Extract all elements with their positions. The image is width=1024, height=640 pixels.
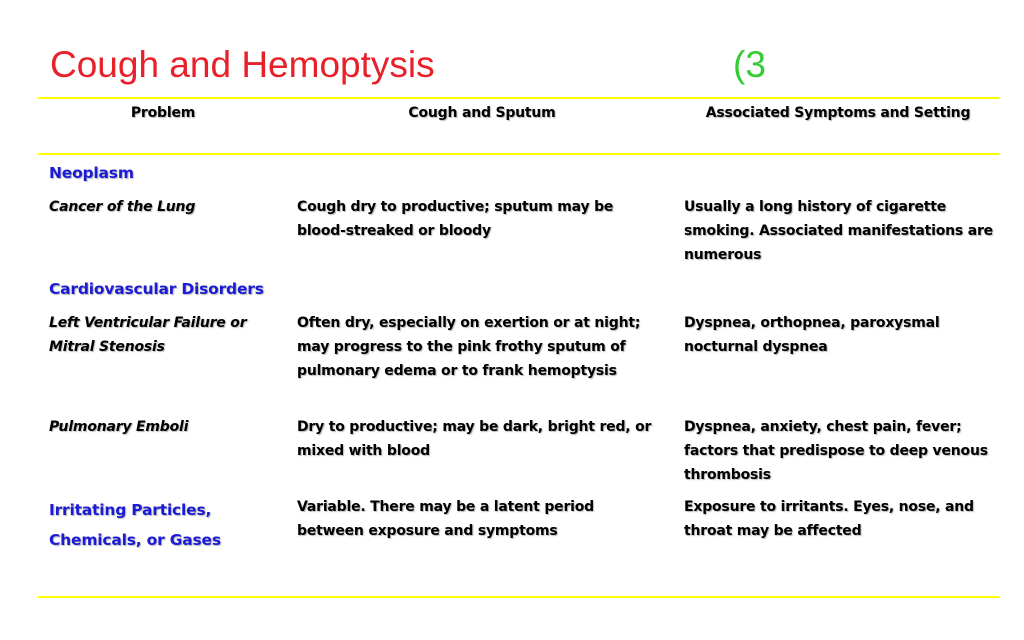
slide-title: Cough and Hemoptysis [50, 44, 435, 85]
header-cough-sputum: Cough and Sputum [408, 105, 556, 121]
header-associated-symptoms: Associated Symptoms and Setting [705, 105, 971, 121]
row-cough-lvf-mitral: Often dry, especially on exertion or at night; may progress to the pink frothy sputum of pulmonary edema or to frank hemoptysis [297, 315, 641, 379]
row-symptoms-cancer-lung: Usually a long history of cigarette smoking. Associated manifestations are numerous [684, 199, 993, 263]
row-problem-lvf-mitral: Left Ventricular Failure or Mitral Stenosis [49, 315, 247, 355]
row-symptoms-pulmonary-emboli: Dyspnea, anxiety, chest pain, fever; factors that predispose to deep venous thrombosis [684, 419, 988, 483]
row-problem-pulmonary-emboli: Pulmonary Emboli [49, 419, 189, 435]
row-symptoms-irritants: Exposure to irritants. Eyes, nose, and throat may be affected [684, 499, 974, 539]
section-irritating-particles: Irritating Particles, Chemicals, or Gases [49, 501, 221, 549]
row-symptoms-lvf-mitral: Dyspnea, orthopnea, paroxysmal nocturnal dyspnea [684, 315, 940, 355]
header-problem: Problem [130, 105, 196, 121]
top-divider [38, 97, 1000, 99]
row-cough-cancer-lung: Cough dry to productive; sputum may be blood-streaked or bloody [297, 199, 614, 239]
slide-title-suffix: (3 [733, 44, 766, 85]
row-cough-irritants: Variable. There may be a latent period between exposure and symptoms [297, 499, 595, 539]
bottom-divider [38, 596, 1000, 598]
section-neoplasm: Neoplasm [49, 164, 134, 182]
row-cough-pulmonary-emboli: Dry to productive; may be dark, bright red, or mixed with blood [297, 419, 652, 459]
header-divider [38, 153, 1000, 155]
row-problem-cancer-lung: Cancer of the Lung [49, 199, 196, 215]
section-cardiovascular: Cardiovascular Disorders [49, 280, 264, 298]
